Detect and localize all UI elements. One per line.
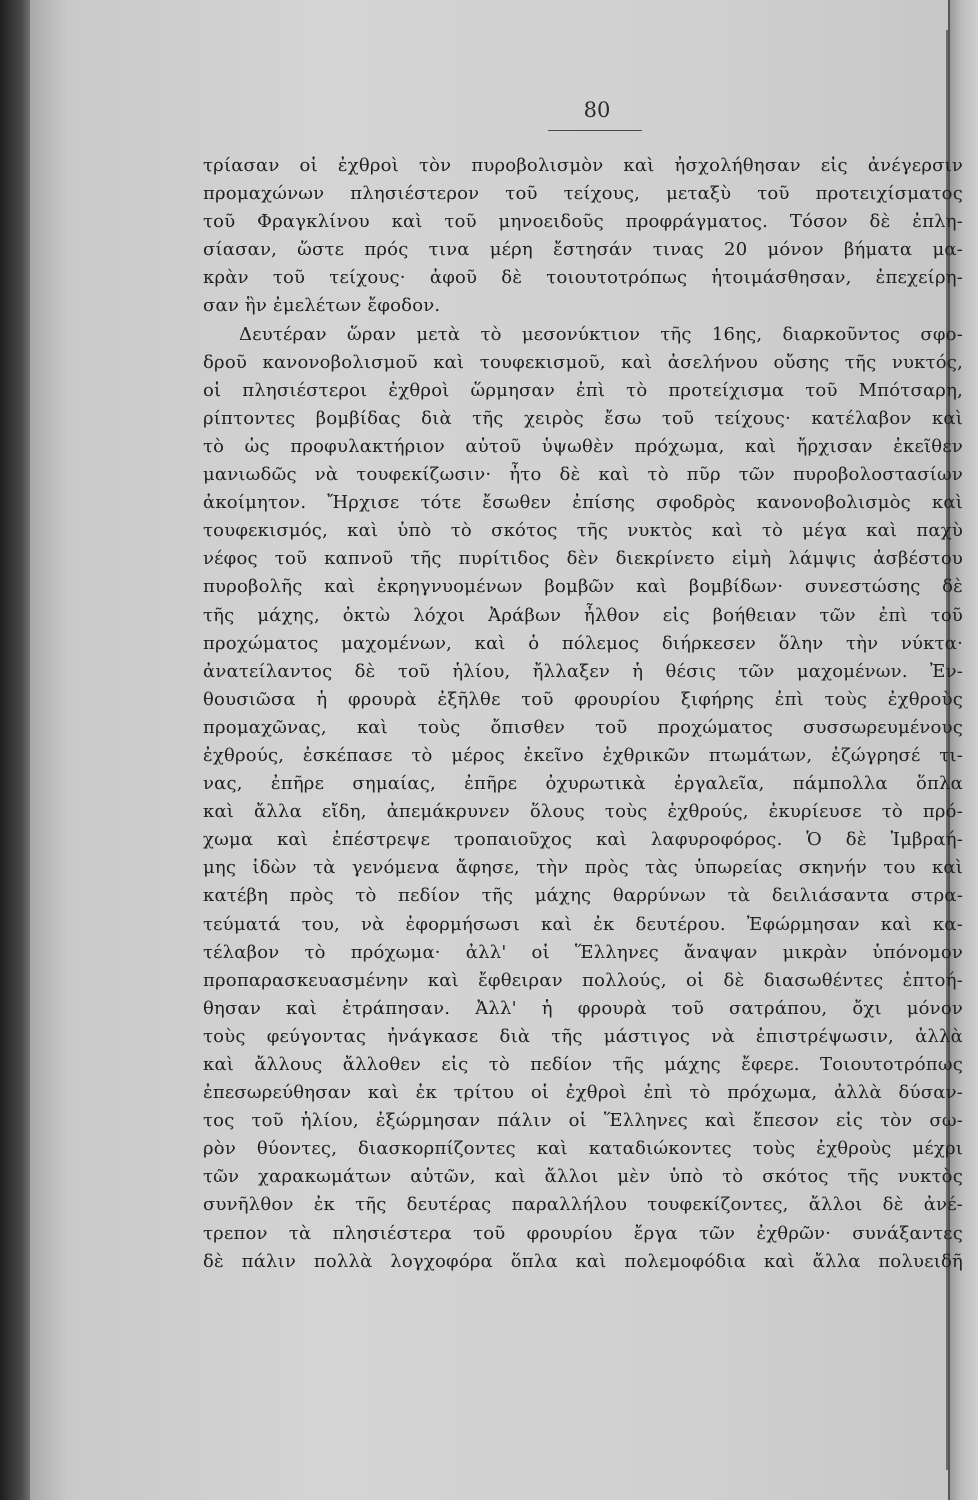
text-line: τοῦ Φραγκλίνου καὶ τοῦ μηνοειδοῦς προφράγματος. Τόσον δὲ ἐπλη- xyxy=(203,211,963,233)
text-line: τῶν χαρακωμάτων αὐτῶν, καὶ ἄλλοι μὲν ὑπὸ τὸ σκότος τῆς νυκτὸς xyxy=(203,1166,963,1188)
text-line: ἐπεσωρεύθησαν καὶ ἐκ τρίτου οἱ ἐχθροὶ ἐπὶ τὸ πρόχωμα, ἀλλὰ δύσαν- xyxy=(203,1082,963,1104)
text-line: κρὰν τοῦ τείχους· ἀφοῦ δὲ τοιουτοτρόπως ἡτοιμάσθησαν, ἐπεχείρη- xyxy=(203,267,963,289)
text-line: δὲ πάλιν πολλὰ λογχοφόρα ὅπλα καὶ πολεμοφόδια καὶ ἄλλα πολυειδῆ xyxy=(203,1250,963,1272)
text-line: τοὺς φεύγοντας ἠνάγκασε διὰ τῆς μάστιγος νὰ ἐπιστρέψωσιν, ἀλλὰ xyxy=(203,1025,963,1047)
text-line: ἀκοίμητον. Ἤρχισε τότε ἔσωθεν ἐπίσης σφοδρὸς κανονοβολισμὸς καὶ xyxy=(203,492,963,514)
page-number: 80 xyxy=(583,98,611,122)
text-line: χωμα καὶ ἐπέστρεψε τροπαιοῦχος καὶ λαφυροφόρος. Ὁ δὲ Ἰμβραή- xyxy=(203,829,963,851)
text-line: καὶ ἄλλα εἴδη, ἀπεμάκρυνεν ὅλους τοὺς ἐχθρούς, ἐκυρίευσε τὸ πρό- xyxy=(203,801,963,823)
text-line: νας, ἐπῆρε σημαίας, ἐπῆρε ὀχυρωτικὰ ἐργαλεῖα, πάμπολλα ὅπλα xyxy=(203,773,963,795)
text-line: ἐχθρούς, ἐσκέπασε τὸ μέρος ἐκεῖνο ἐχθρικῶν πτωμάτων, ἐζώγρησέ τι- xyxy=(203,744,963,766)
text-line: τουφεκισμός, καὶ ὑπὸ τὸ σκότος τῆς νυκτὸς καὶ τὸ μέγα καὶ παχὺ xyxy=(203,520,963,542)
text-line: προμαχῶνας, καὶ τοὺς ὄπισθεν τοῦ προχώματος συσσωρευμένους xyxy=(203,716,963,738)
text-line: Δευτέραν ὥραν μετὰ τὸ μεσονύκτιον τῆς 16ης, διαρκοῦντος σφο- xyxy=(239,323,963,345)
text-line: μανιωδῶς νὰ τουφεκίζωσιν· ἦτο δὲ καὶ τὸ πῦρ τῶν πυροβολοστασίων xyxy=(203,464,963,486)
text-line: θησαν καὶ ἐτράπησαν. Ἀλλ' ἡ φρουρὰ τοῦ σατράπου, ὄχι μόνον xyxy=(203,997,963,1019)
text-line: μης ἰδὼν τὰ γενόμενα ἄφησε, τὴν πρὸς τὰς ὑπωρείας σκηνήν του καὶ xyxy=(203,857,963,879)
text-line: ἀνατείλαντος δὲ τοῦ ἡλίου, ἤλλαξεν ἡ θέσις τῶν μαχομένων. Ἐν- xyxy=(203,660,963,682)
text-line: τρεπον τὰ πλησιέστερα τοῦ φρουρίου ἔργα τῶν ἐχθρῶν· συνάξαντες xyxy=(203,1222,963,1244)
text-line: καὶ ἄλλους ἄλλοθεν εἰς τὸ πεδίον τῆς μάχης ἔφερε. Τοιουτοτρόπως xyxy=(203,1054,963,1075)
text-line: ρίπτοντες βομβίδας διὰ τῆς χειρὸς ἔσω τοῦ τείχους· κατέλαβον καὶ xyxy=(203,407,963,429)
text-line: τῆς μάχης, ὀκτὼ λόχοι Ἀράβων ἦλθον εἰς βοήθειαν τῶν ἐπὶ τοῦ xyxy=(203,604,963,626)
text-line: ρὸν θύοντες, διασκορπίζοντες καὶ καταδιώκοντες τοὺς ἐχθροὺς μέχρι xyxy=(203,1138,963,1160)
text-line: προπαρασκευασμένην καὶ ἔφθειραν πολλούς, οἱ δὲ διασωθέντες ἐπτοή- xyxy=(203,969,963,991)
text-line: προχώματος μαχομένων, καὶ ὁ πόλεμος διήρκεσεν ὅλην τὴν νύκτα· xyxy=(203,632,963,654)
text-line: δροῦ κανονοβολισμοῦ καὶ τουφεκισμοῦ, καὶ ἀσελήνου οὔσης τῆς νυκτός, xyxy=(203,351,963,373)
page-number-rule xyxy=(548,130,642,131)
text-line: οἱ πλησιέστεροι ἐχθροὶ ὥρμησαν ἐπὶ τὸ προτείχισμα τοῦ Μπότσαρη, xyxy=(203,379,963,401)
text-line: σίασαν, ὥστε πρός τινα μέρη ἔστησάν τινας 20 μόνον βήματα μα- xyxy=(203,239,963,261)
text-line: σαν ἣν ἐμελέτων ἔφοδον. xyxy=(203,295,441,317)
text-line: τος τοῦ ἡλίου, ἐξώρμησαν πάλιν οἱ Ἕλληνες καὶ ἔπεσον εἰς τὸν σω- xyxy=(203,1110,963,1132)
body-text xyxy=(203,152,963,1276)
text-line: τεύματά του, νὰ ἐφορμήσωσι καὶ ἐκ δευτέρου. Ἐφώρμησαν καὶ κα- xyxy=(203,913,963,935)
text-line: πυροβολῆς καὶ ἐκρηγνυομένων βομβῶν καὶ βομβίδων· συνεστώσης δὲ xyxy=(203,576,963,598)
text-line: τρίασαν οἱ ἐχθροὶ τὸν πυροβολισμὸν καὶ ἠσχολήθησαν εἰς ἀνέγερσιν xyxy=(203,155,963,176)
text-line: τὸ ὡς προφυλακτήριον αὐτοῦ ὑψωθὲν πρόχωμα, καὶ ἤρχισαν ἐκεῖθεν xyxy=(203,435,963,457)
text-line: συνῆλθον ἐκ τῆς δευτέρας παραλλήλου τουφεκίζοντες, ἄλλοι δὲ ἀνέ- xyxy=(203,1194,963,1216)
text-line: κατέβη πρὸς τὸ πεδίον τῆς μάχης θαρρύνων τὰ δειλιάσαντα στρα- xyxy=(203,885,963,907)
text-line: νέφος τοῦ καπνοῦ τῆς πυρίτιδος δὲν διεκρίνετο εἰμὴ λάμψις ἀσβέστου xyxy=(203,548,963,570)
text-line: τέλαβον τὸ πρόχωμα· ἀλλ' οἱ Ἕλληνες ἄναψαν μικρὰν ὑπόνομον xyxy=(203,941,963,963)
text-line: θουσιῶσα ἡ φρουρὰ ἐξῆλθε τοῦ φρουρίου ξιφήρης ἐπὶ τοὺς ἐχθροὺς xyxy=(203,688,963,710)
text-line: προμαχώνων πλησιέστερον τοῦ τείχους, μεταξὺ τοῦ προτειχίσματος xyxy=(203,183,963,205)
